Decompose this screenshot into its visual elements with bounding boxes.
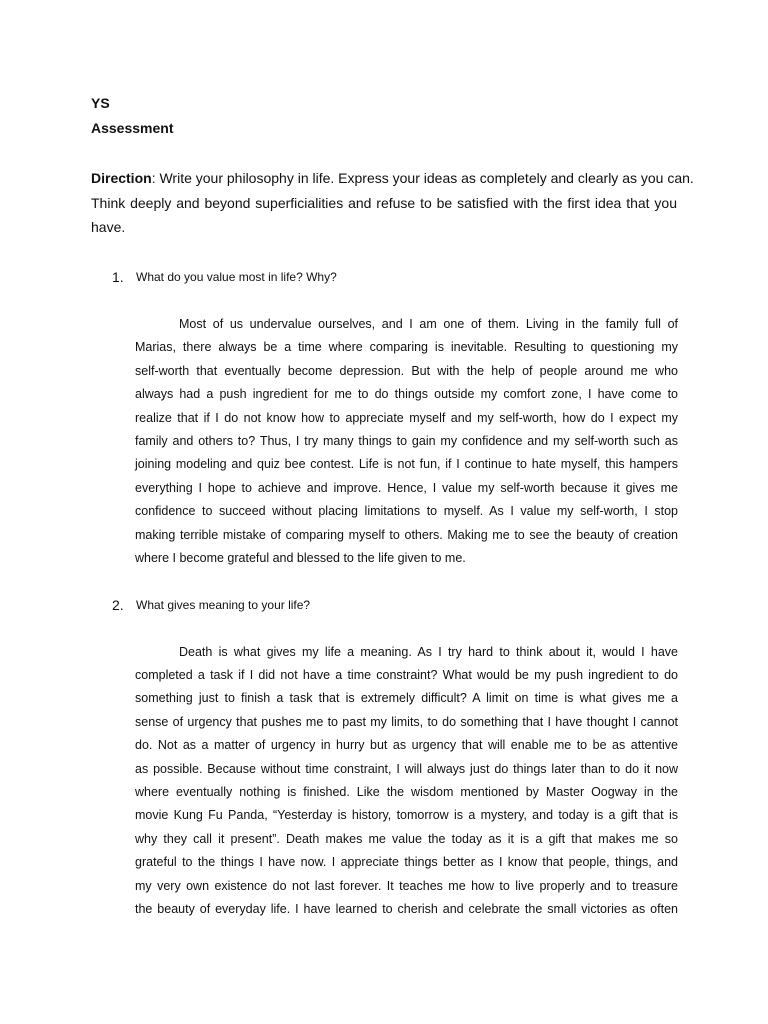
answer-line: do. Not as a matter of urgency in hurry but as urgency that will enable me to be as attentive <box>135 738 678 752</box>
answer-line: completed a task if I did not have a time constraint? What would be my push ingredient to do <box>135 668 678 682</box>
question-number: 1. <box>112 269 124 285</box>
answer-line: Most of us undervalue ourselves, and I am one of them. Living in the family full of <box>179 317 678 331</box>
answer-line: the beauty of everyday life. I have learned to cherish and celebrate the small victories as often <box>135 902 678 916</box>
answer-line: movie Kung Fu Panda, “Yesterday is history, tomorrow is a mystery, and today is a gift that is <box>135 808 678 822</box>
question-number: 2. <box>112 597 124 613</box>
answer-line: sense of urgency that pushes me to past my limits, to do something that I have thought I cannot <box>135 715 678 729</box>
direction-label: Direction <box>91 170 152 186</box>
answer-line: always had a push ingredient for me to do things outside my comfort zone, I have come to <box>135 387 678 401</box>
author-initials: YS <box>91 95 110 111</box>
answer-line: grateful to the things I have now. I appreciate things better as I know that people, things, and <box>135 855 678 869</box>
answer-line: why they call it present”. Death makes me value the today as it is a gift that makes me so <box>135 832 678 846</box>
answer-line: something just to finish a task that is extremely difficult? A limit on time is what gives me a <box>135 691 678 705</box>
answer-line: everything I hope to achieve and improve. Hence, I value my self-worth because it gives me <box>135 481 678 495</box>
question-text: What gives meaning to your life? <box>136 598 311 612</box>
answer-line: as possible. Because without time constraint, I will always just do things later than to do it now <box>135 762 678 776</box>
answer-line: where eventually nothing is finished. Like the wisdom mentioned by Master Oogway in the <box>135 785 678 799</box>
answer-line: joining modeling and quiz bee contest. Life is not fun, if I continue to hate myself, this hampers <box>135 457 678 471</box>
document-title: Assessment <box>91 120 174 136</box>
answer-line: self-worth that eventually become depression. But with the help of people around me who <box>135 364 678 378</box>
question-text: What do you value most in life? Why? <box>136 270 337 284</box>
answer-line: realize that if I do not know how to appreciate myself and my self-worth, how do I expect my <box>135 411 678 425</box>
answer-line: family and others to? Thus, I try many things to gain my confidence and my self-worth such as <box>135 434 678 448</box>
answer-line: Marias, there always be a time where comparing is inevitable. Resulting to questioning my <box>135 340 678 354</box>
direction-text: : Write your philosophy in life. Express your ideas as completely and clearly as you can. <box>151 170 694 186</box>
direction-line: Think deeply and beyond superficialities and refuse to be satisfied with the first idea that you <box>91 195 677 211</box>
answer-line: where I become grateful and blessed to the life given to me. <box>135 551 466 565</box>
answer-line: confidence to succeed without placing limitations to myself. As I value my self-worth, I stop <box>135 504 678 518</box>
direction-line: have. <box>91 219 126 235</box>
direction-line <box>91 170 694 186</box>
answer-line: making terrible mistake of comparing myself to others. Making me to see the beauty of creation <box>135 528 678 542</box>
answer-line: Death is what gives my life a meaning. As I try hard to think about it, would I have <box>179 645 678 659</box>
answer-line: my very own existence do not last forever. It teaches me how to live properly and to treasure <box>135 879 678 893</box>
